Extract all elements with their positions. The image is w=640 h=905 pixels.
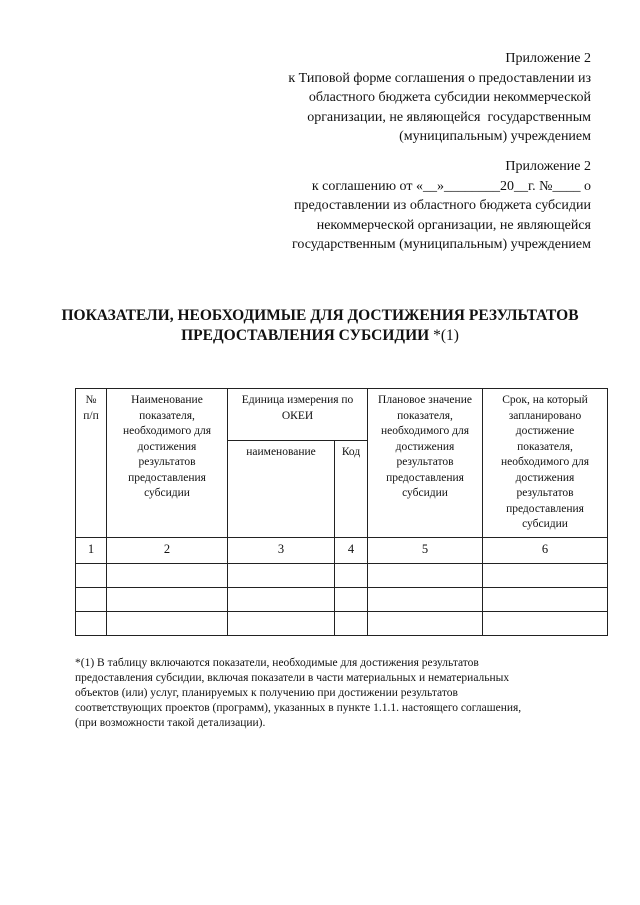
appendix-header-2: Приложение 2 к соглашению от «__»________20__г. №____ о предоставлении из областного бюджета субсидии некоммерческой организации, не являющейся государственным (муниципальным) учреждением: [292, 159, 591, 252]
table-cell: [228, 611, 335, 635]
table-cell: [368, 611, 483, 635]
table-cell: [107, 563, 228, 587]
table-cell: [335, 563, 368, 587]
header-unit-name: наименование: [228, 440, 335, 537]
column-number: 4: [335, 537, 368, 563]
table-cell: [368, 587, 483, 611]
header-unit-code: Код: [335, 440, 368, 537]
header-row: [76, 389, 608, 441]
header-num: № п/п: [76, 389, 107, 538]
footnote: *(1) В таблицу включаются показатели, необходимые для достижения результатов предоставления субсидии, включая показатели в части материальных и нематериальных объектов (или) услуг, планируемых к получению при достижении результатов соответствующих проектов (программ), указанных в пункте 1.1.1. настоящего соглашения, (при возможности такой детализации).: [75, 657, 522, 729]
table-row: [76, 563, 608, 587]
header-deadline: Срок, на который запланировано достижение показателя, необходимого для достижения результатов предоставления субсидии: [483, 389, 608, 538]
page-title: [40, 306, 600, 346]
table-cell: [76, 563, 107, 587]
column-number: 2: [107, 537, 228, 563]
appendix-header-1: Приложение 2 к Типовой форме соглашения о предоставлении из областного бюджета субсидии некоммерческой организации, не являющейся государственным (муниципальным) учреждением: [288, 51, 591, 144]
table-cell: [228, 587, 335, 611]
column-number-row: [76, 537, 608, 563]
table-cell: [228, 563, 335, 587]
title-text: ПОКАЗАТЕЛИ, НЕОБХОДИМЫЕ ДЛЯ ДОСТИЖЕНИЯ РЕЗУЛЬТАТОВ ПРЕДОСТАВЛЕНИЯ СУБСИДИИ: [61, 307, 579, 344]
header-unit-group: Единица измерения по ОКЕИ: [228, 389, 368, 441]
title-footnote-mark: *(1): [429, 327, 459, 344]
column-number: 5: [368, 537, 483, 563]
column-number: 1: [76, 537, 107, 563]
table-cell: [335, 587, 368, 611]
table-cell: [76, 611, 107, 635]
table-row: [76, 611, 608, 635]
table-row: [76, 587, 608, 611]
table-cell: [107, 611, 228, 635]
table-cell: [483, 563, 608, 587]
table-cell: [483, 611, 608, 635]
indicators-table: [75, 388, 608, 636]
header-indicator-name: Наименование показателя, необходимого для достижения результатов предоставления субсидии: [107, 389, 228, 538]
table-cell: [483, 587, 608, 611]
table-cell: [368, 563, 483, 587]
table-cell: [76, 587, 107, 611]
column-number: 6: [483, 537, 608, 563]
column-number: 3: [228, 537, 335, 563]
table-cell: [107, 587, 228, 611]
table-cell: [335, 611, 368, 635]
header-planned-value: Плановое значение показателя, необходимого для достижения результатов предоставления субсидии: [368, 389, 483, 538]
